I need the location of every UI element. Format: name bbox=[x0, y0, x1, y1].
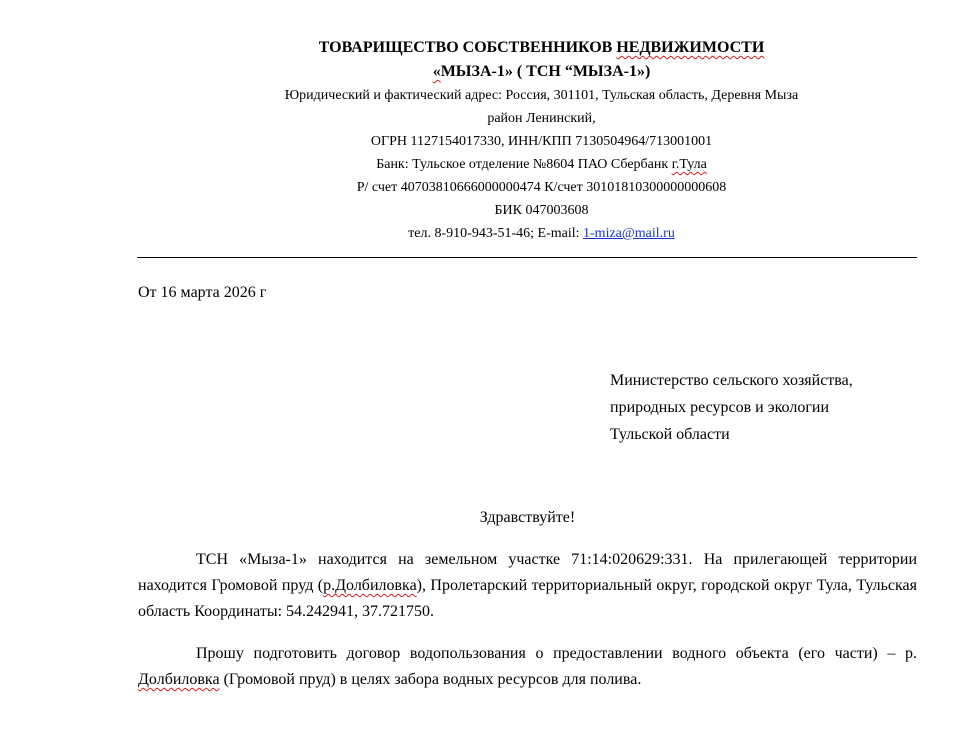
spellcheck-word[interactable]: р.Долбиловка bbox=[323, 577, 417, 594]
letter-body bbox=[138, 547, 917, 709]
spellcheck-word[interactable]: Долбиловка bbox=[138, 671, 220, 688]
bank-line bbox=[138, 153, 917, 176]
contact-text: тел. 8-910-943-51-46; E-mail: bbox=[408, 226, 584, 241]
recipient-block bbox=[610, 367, 853, 448]
letterhead bbox=[138, 36, 917, 245]
spellcheck-word[interactable]: НЕДВИЖИМОСТИ bbox=[616, 39, 765, 56]
address-line-2: район Ленинский, bbox=[487, 111, 596, 126]
org-title-line-2 bbox=[138, 60, 917, 84]
paragraph-text: ТСН «Мыза-1» находится на земельном участке 71:14:020629:331. На прилегающей территории находится Громовой пруд ( bbox=[138, 551, 917, 594]
body-paragraph-1 bbox=[138, 547, 917, 625]
bik-line: БИК 047003608 bbox=[494, 203, 589, 218]
paragraph-text: ), Пролетарский территориальный округ, городской округ Тула, Тульская область Координаты: 54.242941, 37.721750. bbox=[138, 577, 918, 620]
spellcheck-mark[interactable]: « bbox=[432, 63, 441, 80]
account-line: Р/ счет 40703810666000000474 К/счет 30101810300000000608 bbox=[356, 180, 727, 195]
spellcheck-word[interactable]: г.Тула bbox=[671, 157, 707, 172]
paragraph-text: Прошу подготовить договор водопользования о предоставлении водного объекта (его части) – р. bbox=[196, 645, 917, 662]
greeting: Здравствуйте! bbox=[479, 509, 576, 526]
recipient-line-1: Министерство сельского хозяйства, bbox=[610, 372, 853, 389]
paragraph-text: (Громовой пруд) в целях забора водных ресурсов для полива. bbox=[219, 671, 642, 688]
address-line-1: Юридический и фактический адрес: Россия, 301101, Тульская область, Деревня Мыза bbox=[284, 88, 799, 103]
org-short-name: МЫЗА-1» ( ТСН “МЫЗА-1») bbox=[440, 63, 651, 80]
header-divider bbox=[137, 257, 917, 258]
email-link[interactable]: 1-miza@mail.ru bbox=[583, 226, 675, 241]
org-title-text: ТОВАРИЩЕСТВО СОБСТВЕННИКОВ bbox=[318, 39, 617, 56]
ogrn-line: ОГРН 1127154017330, ИНН/КПП 7130504964/713001001 bbox=[370, 134, 713, 149]
body-paragraph-2 bbox=[138, 641, 917, 693]
contact-line bbox=[138, 222, 917, 245]
recipient-line-2: природных ресурсов и экологии bbox=[610, 399, 830, 416]
bank-text: Банк: Тульское отделение №8604 ПАО Сбербанк bbox=[376, 157, 672, 172]
org-title-line-1 bbox=[138, 36, 917, 60]
letter-date: От 16 марта 2026 г bbox=[138, 284, 267, 301]
recipient-line-3: Тульской области bbox=[610, 426, 730, 443]
